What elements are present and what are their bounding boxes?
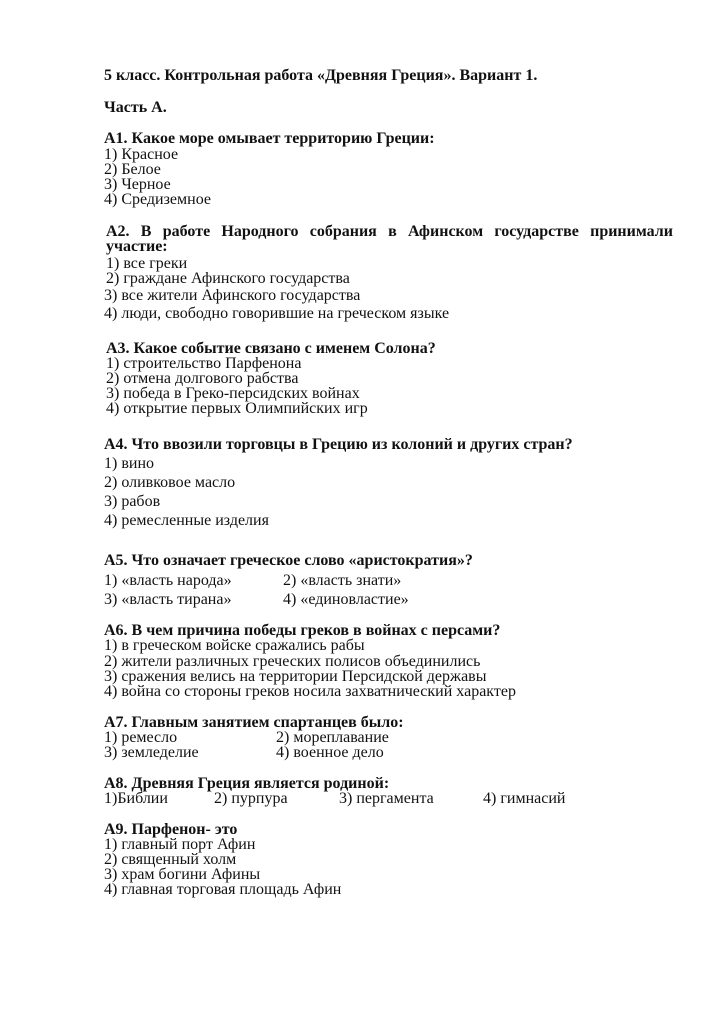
option-a7-2: 2) мореплавание — [276, 729, 389, 746]
option-a6-1: 1) в греческом войске сражались рабы — [104, 637, 365, 654]
option-a8-1: 1)Библии — [104, 790, 168, 807]
option-a5-3: 3) «власть тирана» — [104, 591, 232, 608]
question-a4: А4. Что ввозили торговцы в Грецию из колоний и других стран? — [104, 436, 573, 453]
option-a2-3: 3) все жители Афинского государства — [104, 287, 361, 304]
option-a2-4: 4) люди, свободно говорившие на греческом языке — [104, 305, 450, 322]
option-a8-4: 4) гимнасий — [483, 790, 566, 807]
option-a4-1: 1) вино — [104, 455, 155, 472]
option-a9-2: 2) священный холм — [104, 851, 237, 868]
option-a5-4: 4) «единовластие» — [283, 591, 409, 608]
option-a3-3: 3) победа в Греко-персидских войнах — [106, 385, 360, 402]
option-a2-1: 1) все греки — [106, 255, 188, 272]
option-a9-4: 4) главная торговая площадь Афин — [104, 881, 342, 898]
part-heading: Часть А. — [104, 99, 167, 116]
option-a4-2: 2) оливковое масло — [104, 474, 236, 491]
option-a8-2: 2) пурпура — [214, 790, 288, 807]
option-a6-4: 4) война со стороны греков носила захватнический характер — [104, 683, 516, 700]
option-a8-3: 3) пергамента — [339, 790, 434, 807]
option-a5-2: 2) «власть знати» — [283, 572, 402, 589]
option-a9-3: 3) храм богини Афины — [104, 866, 261, 883]
question-a2-line1: А2. В работе Народного собрания в Афинском государстве принимали — [106, 223, 673, 240]
option-a7-1: 1) ремесло — [104, 729, 178, 746]
question-a1: А1. Какое море омывает территорию Греции: — [104, 130, 435, 147]
option-a3-1: 1) строительство Парфенона — [106, 355, 302, 372]
question-a8: А8. Древняя Греция является родиной: — [104, 775, 390, 792]
question-a6: А6. В чем причина победы греков в войнах с персами? — [104, 622, 501, 639]
option-a6-3: 3) сражения велись на территории Персидской державы — [104, 668, 487, 685]
question-a3: А3. Какое событие связано с именем Солона? — [106, 340, 436, 357]
option-a1-2: 2) Белое — [104, 161, 161, 178]
question-a7: А7. Главным занятием спартанцев было: — [104, 714, 404, 731]
question-a9: А9. Парфенон- это — [104, 821, 238, 838]
option-a4-4: 4) ремесленные изделия — [104, 512, 269, 529]
question-a2-line2: участие: — [106, 238, 168, 255]
option-a6-2: 2) жители различных греческих полисов объединились — [104, 653, 481, 670]
option-a1-3: 3) Черное — [104, 176, 171, 193]
option-a5-1: 1) «власть народа» — [104, 572, 232, 589]
option-a7-4: 4) военное дело — [276, 744, 384, 761]
question-a5: А5. Что означает греческое слово «аристократия»? — [104, 552, 473, 569]
option-a1-4: 4) Средиземное — [104, 191, 211, 208]
option-a2-2: 2) граждане Афинского государства — [106, 270, 350, 287]
document-title: 5 класс. Контрольная работа «Древняя Греция». Вариант 1. — [104, 67, 538, 84]
option-a7-3: 3) земледелие — [104, 744, 199, 761]
option-a3-2: 2) отмена долгового рабства — [106, 370, 299, 387]
option-a3-4: 4) открытие первых Олимпийских игр — [106, 400, 368, 417]
option-a1-1: 1) Красное — [104, 146, 179, 163]
option-a9-1: 1) главный порт Афин — [104, 836, 256, 853]
option-a4-3: 3) рабов — [104, 493, 161, 510]
